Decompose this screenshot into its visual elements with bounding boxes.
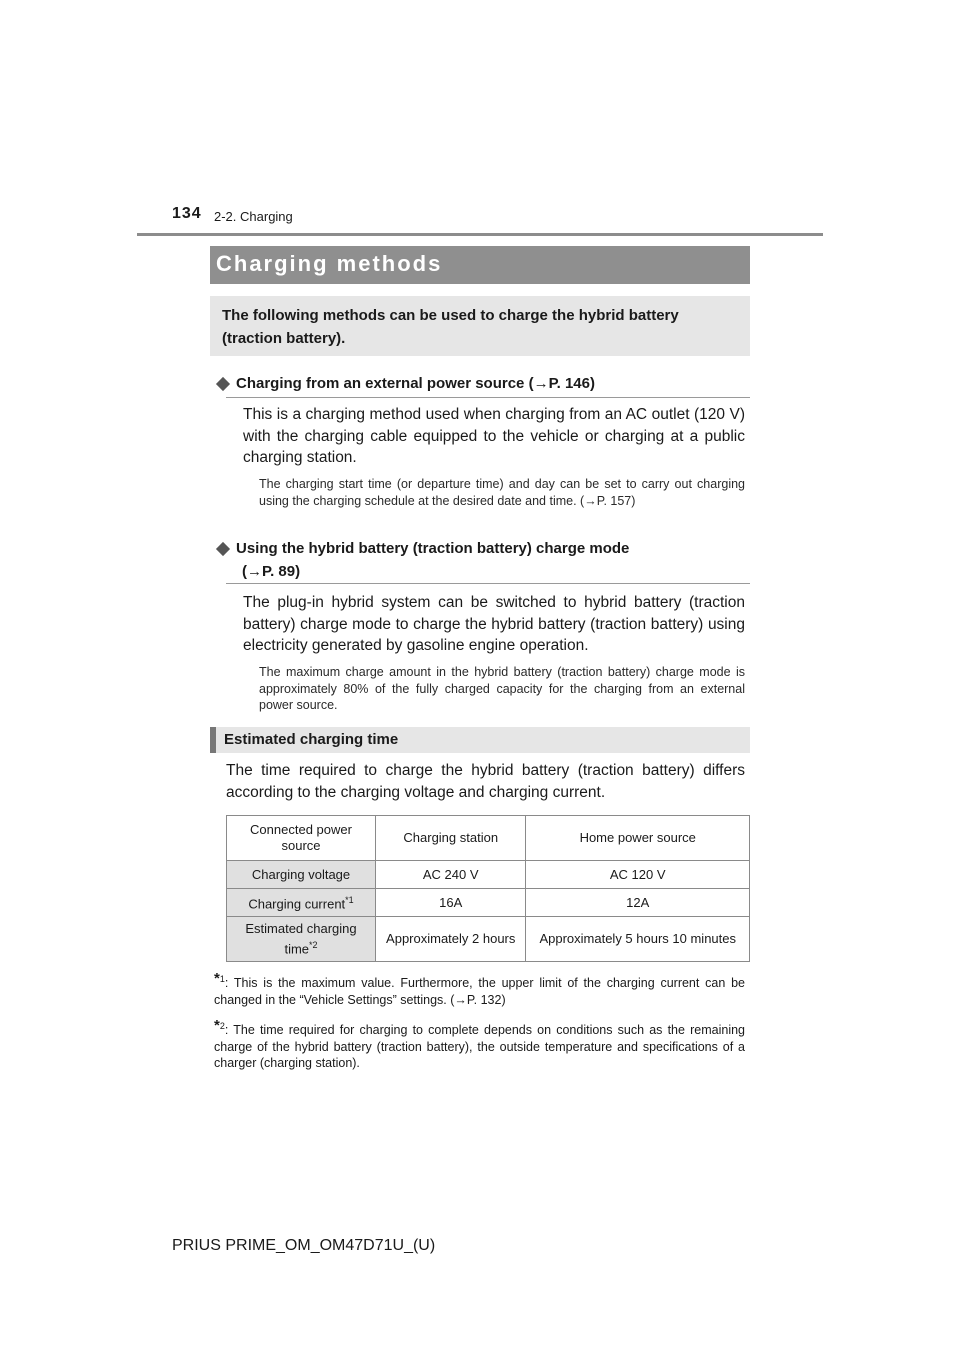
arrow-right-icon: → <box>454 992 467 1007</box>
page-reference[interactable]: P. 132) <box>466 992 506 1007</box>
charging-time-table <box>226 815 750 962</box>
footnote-mark: *1 <box>345 895 354 906</box>
table-row <box>227 861 750 889</box>
header-rule <box>137 233 823 236</box>
arrow-right-icon: → <box>584 493 597 508</box>
arrow-right-icon: → <box>247 563 262 580</box>
footnote-mark: *2 <box>309 939 318 950</box>
table-cell: AC 240 V <box>376 861 526 889</box>
table-row-header: Charging voltage <box>227 861 376 889</box>
body-paragraph: This is a charging method used when charging from an AC outlet (120 V) with the charging cable equipped to the vehicle or charging at a public charging station. <box>243 406 745 466</box>
note-paragraph: The maximum charge amount in the hybrid battery (traction battery) charge mode is approximately 80% of the fully charged capacity for the charging from an external power source. <box>259 665 745 712</box>
table-row-header: Charging current$^{*1}$ <box>227 889 376 917</box>
table-cell: 16A <box>376 889 526 917</box>
diamond-bullet-icon <box>216 541 230 555</box>
table-cell: Home power source <box>526 816 750 861</box>
subsection-heading-charge-mode: Using the hybrid battery (traction battery) charge mode (→P. 89) <box>214 537 754 583</box>
heading-accent-bar <box>210 727 216 753</box>
page-reference[interactable]: P. 146) <box>548 375 595 392</box>
table-row <box>227 889 750 917</box>
table-cell: Connected power source <box>227 816 376 861</box>
page-reference[interactable]: P. 157) <box>596 493 636 508</box>
table-cell: Approximately 5 hours 10 minutes <box>526 917 750 962</box>
subsection-heading-external: Charging from an external power source (→P. 146) <box>214 372 595 395</box>
table-row-header: Estimated charging time$^{*2}$ <box>227 917 376 962</box>
table-cell: AC 120 V <box>526 861 750 889</box>
page-title: Charging methods <box>216 251 443 276</box>
estimated-body: The time required to charge the hybrid battery (traction battery) differs according to the charging voltage and charging current. <box>226 762 745 801</box>
document-footer: PRIUS PRIME_OM_OM47D71U_(U) <box>172 1237 436 1254</box>
table-row <box>227 816 750 861</box>
footnote-1: *$^1$: This is the maximum value. Furthermore, the upper limit of the charging current can be changed in the “Vehicle Settings” settings. (→P. 132) <box>214 970 745 1007</box>
estimated-heading: Estimated charging time <box>224 731 399 748</box>
page-reference[interactable]: P. 89) <box>262 563 301 580</box>
footnote-2: *$^2$: The time required for charging to complete depends on conditions such as the remaining charge of the hybrid battery (traction battery), the outside temperature and specifications of a charger (charging station). <box>214 1017 745 1071</box>
table-cell: Charging station <box>376 816 526 861</box>
arrow-right-icon: → <box>533 375 549 392</box>
diamond-bullet-icon <box>216 376 230 390</box>
body-paragraph: The plug-in hybrid system can be switched to hybrid battery (traction battery) charge mode to charge the hybrid battery (traction battery) using electricity generated by gasoline engine operation. <box>243 594 745 654</box>
page-number: 134 <box>172 205 202 222</box>
table-row <box>227 917 750 962</box>
subsection-rule <box>226 397 750 398</box>
asterisk-icon: * <box>214 1017 220 1035</box>
intro-text: The following methods can be used to charge the hybrid battery (traction battery). <box>222 307 679 347</box>
subsection-rule <box>226 583 750 584</box>
table-cell: Approximately 2 hours <box>376 917 526 962</box>
table-cell: 12A <box>526 889 750 917</box>
section-label: 2-2. Charging <box>214 209 293 224</box>
asterisk-icon: * <box>214 970 220 988</box>
note-paragraph: The charging start time (or departure time) and day can be set to carry out charging using the charging schedule at the desired date and time. (→P. 157) <box>259 477 745 508</box>
